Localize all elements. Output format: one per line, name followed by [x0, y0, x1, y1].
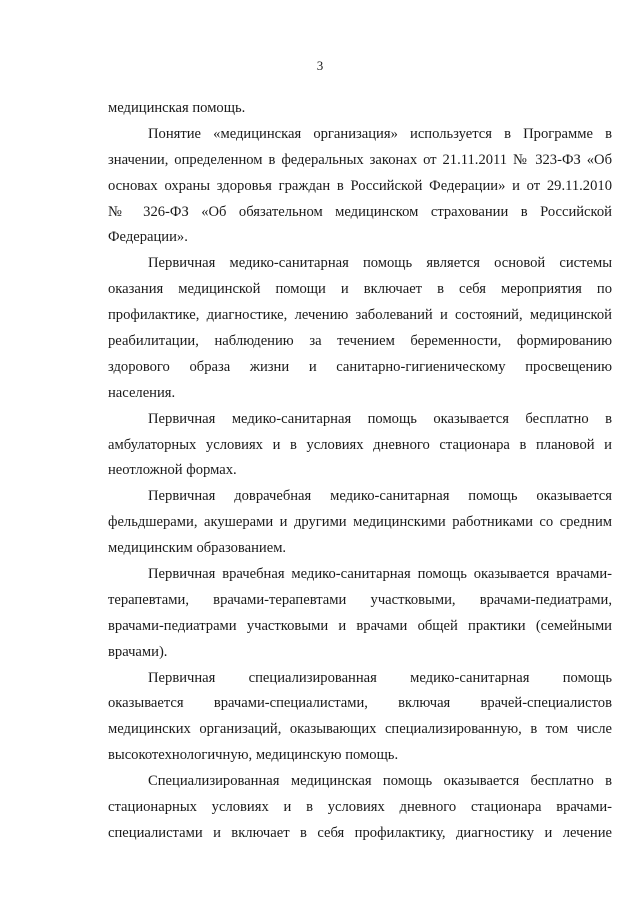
text-line: неотложной формах.	[108, 462, 237, 479]
text-line: здорового образа жизни и санитарно-гигиеническому просвещению	[108, 358, 612, 375]
text-line: Первичная медико-санитарная помощь оказывается бесплатно в	[148, 410, 612, 427]
text-line: профилактике, диагностике, лечению заболеваний и состояний, медицинской	[108, 307, 612, 324]
text-line: специалистами и включает в себя профилактику, диагностику и лечение	[108, 824, 612, 841]
text-line: фельдшерами, акушерами и другими медицинскими работниками со средним	[108, 514, 612, 531]
text-line: Специализированная медицинская помощь оказывается бесплатно в	[148, 773, 612, 790]
text-line: Первичная врачебная медико-санитарная помощь оказывается врачами-	[148, 566, 612, 583]
text-line: амбулаторных условиях и в условиях дневного стационара в плановой и	[108, 436, 612, 453]
document-body	[108, 96, 612, 847]
text-line: врачами-педиатрами участковыми и врачами общей практики (семейными	[108, 617, 612, 634]
text-line: врачами).	[108, 643, 168, 660]
text-line: Понятие «медицинская организация» используется в Программе в	[148, 125, 612, 142]
text-line: основах охраны здоровья граждан в Российской Федерации» и от 29.11.2010	[108, 177, 612, 194]
text-line: Федерации».	[108, 229, 188, 246]
text-line: стационарных условиях и в условиях дневного стационара врачами-	[108, 799, 612, 816]
text-line: оказывается врачами-специалистами, включая врачей-специалистов	[108, 695, 612, 712]
text-line: Первичная специализированная медико-санитарная помощь	[148, 669, 612, 686]
text-line: оказания медицинской помощи и включает в себя мероприятия по	[108, 281, 612, 298]
text-line: Первичная доврачебная медико-санитарная помощь оказывается	[148, 488, 612, 505]
text-line: реабилитации, наблюдению за течением беременности, формированию	[108, 333, 612, 350]
text-line: медицинская помощь.	[108, 100, 246, 116]
text-line: Первичная медико-санитарная помощь является основой системы	[148, 255, 612, 272]
text-line: высокотехнологичную, медицинскую помощь.	[108, 747, 399, 764]
text-line: № 326-ФЗ «Об обязательном медицинском страховании в Российской	[108, 203, 612, 220]
text-line: населения.	[108, 384, 176, 401]
page-number: 3	[316, 58, 324, 73]
text-line: значении, определенном в федеральных законах от 21.11.2011 № 323-ФЗ «Об	[108, 151, 612, 168]
text-line: медицинских организаций, оказывающих специализированную, в том числе	[108, 721, 612, 738]
text-line: медицинским образованием.	[108, 540, 287, 557]
text-line: терапевтами, врачами-терапевтами участковыми, врачами-педиатрами,	[108, 591, 612, 608]
